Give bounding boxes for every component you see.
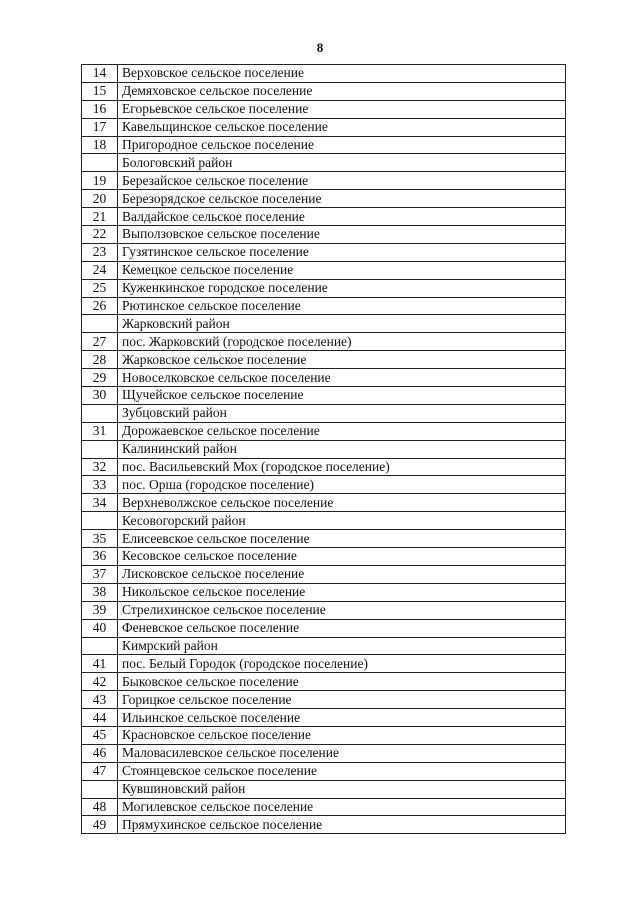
settlement-name: пос. Жарковский (городское поселение) [118, 333, 566, 351]
table-row [82, 243, 566, 261]
row-number: 41 [82, 655, 118, 673]
settlement-name: Щучейское сельское поселение [118, 387, 566, 405]
row-number: 48 [82, 798, 118, 816]
row-number: 23 [82, 243, 118, 261]
settlement-name: Кавельщинское сельское поселение [118, 118, 566, 136]
row-number: 36 [82, 548, 118, 566]
table-row [82, 798, 566, 816]
settlement-name: Новоселковское сельское поселение [118, 369, 566, 387]
settlement-name: Жарковское сельское поселение [118, 351, 566, 369]
district-header-row [82, 154, 566, 172]
row-number: 24 [82, 261, 118, 279]
settlement-name: Валдайское сельское поселение [118, 208, 566, 226]
row-number: 22 [82, 226, 118, 244]
table-row [82, 190, 566, 208]
table-row [82, 351, 566, 369]
table-row [82, 816, 566, 834]
settlements-table-body [82, 65, 566, 834]
table-row [82, 494, 566, 512]
table-row [82, 530, 566, 548]
row-number: 35 [82, 530, 118, 548]
table-row [82, 744, 566, 762]
row-number: 49 [82, 816, 118, 834]
settlement-name: Березайское сельское поселение [118, 172, 566, 190]
row-number: 27 [82, 333, 118, 351]
table-row [82, 565, 566, 583]
row-number: 21 [82, 208, 118, 226]
table-row [82, 297, 566, 315]
settlement-name: Демяховское сельское поселение [118, 82, 566, 100]
settlement-name: Феневское сельское поселение [118, 619, 566, 637]
table-row [82, 601, 566, 619]
row-number: 14 [82, 65, 118, 83]
row-number: 47 [82, 762, 118, 780]
table-row [82, 726, 566, 744]
row-number: 19 [82, 172, 118, 190]
table-row [82, 619, 566, 637]
row-number [82, 637, 118, 655]
table-row [82, 118, 566, 136]
table-row [82, 583, 566, 601]
settlement-name: Лисковское сельское поселение [118, 565, 566, 583]
row-number: 26 [82, 297, 118, 315]
table-row [82, 762, 566, 780]
row-number [82, 780, 118, 798]
row-number: 25 [82, 279, 118, 297]
table-row [82, 261, 566, 279]
settlement-name: Елисеевское сельское поселение [118, 530, 566, 548]
table-row [82, 548, 566, 566]
row-number: 37 [82, 565, 118, 583]
row-number: 20 [82, 190, 118, 208]
district-name: Зубцовский район [118, 404, 566, 422]
settlement-name: Стоянцевское сельское поселение [118, 762, 566, 780]
row-number: 29 [82, 369, 118, 387]
table-row [82, 709, 566, 727]
settlement-name: Рютинское сельское поселение [118, 297, 566, 315]
district-header-row [82, 440, 566, 458]
row-number: 38 [82, 583, 118, 601]
district-name: Жарковский район [118, 315, 566, 333]
settlement-name: Кесовское сельское поселение [118, 548, 566, 566]
settlement-name: Верхневолжское сельское поселение [118, 494, 566, 512]
table-row [82, 82, 566, 100]
settlement-name: Быковское сельское поселение [118, 673, 566, 691]
row-number: 28 [82, 351, 118, 369]
table-row [82, 422, 566, 440]
row-number: 39 [82, 601, 118, 619]
settlement-name: Пригородное сельское поселение [118, 136, 566, 154]
row-number: 18 [82, 136, 118, 154]
row-number: 31 [82, 422, 118, 440]
settlement-name: Куженкинское городское поселение [118, 279, 566, 297]
settlement-name: пос. Васильевский Мох (городское поселение) [118, 458, 566, 476]
table-row [82, 387, 566, 405]
row-number: 17 [82, 118, 118, 136]
settlement-name: Маловасилевское сельское поселение [118, 744, 566, 762]
row-number [82, 512, 118, 530]
table-row [82, 208, 566, 226]
district-name: Кимрский район [118, 637, 566, 655]
settlement-name: Горицкое сельское поселение [118, 691, 566, 709]
row-number: 46 [82, 744, 118, 762]
table-row [82, 476, 566, 494]
table-row [82, 458, 566, 476]
district-header-row [82, 780, 566, 798]
table-row [82, 65, 566, 83]
settlements-table [81, 64, 566, 834]
row-number: 42 [82, 673, 118, 691]
row-number [82, 404, 118, 422]
row-number [82, 440, 118, 458]
table-row [82, 673, 566, 691]
row-number: 32 [82, 458, 118, 476]
settlement-name: Стрелихинское сельское поселение [118, 601, 566, 619]
district-name: Кувшиновский район [118, 780, 566, 798]
settlement-name: Егорьевское сельское поселение [118, 100, 566, 118]
settlement-name: Никольское сельское поселение [118, 583, 566, 601]
row-number: 16 [82, 100, 118, 118]
settlement-name: пос. Орша (городское поселение) [118, 476, 566, 494]
settlement-name: Кемецкое сельское поселение [118, 261, 566, 279]
row-number: 15 [82, 82, 118, 100]
table-row [82, 100, 566, 118]
row-number: 34 [82, 494, 118, 512]
table-row [82, 226, 566, 244]
row-number: 45 [82, 726, 118, 744]
district-header-row [82, 637, 566, 655]
settlement-name: Могилевское сельское поселение [118, 798, 566, 816]
district-name: Бологовский район [118, 154, 566, 172]
settlement-name: Красновское сельское поселение [118, 726, 566, 744]
district-header-row [82, 404, 566, 422]
table-row [82, 136, 566, 154]
row-number: 43 [82, 691, 118, 709]
settlement-name: Ильинское сельское поселение [118, 709, 566, 727]
row-number: 40 [82, 619, 118, 637]
settlement-name: Дорожаевское сельское поселение [118, 422, 566, 440]
table-row [82, 279, 566, 297]
page-number: 8 [316, 40, 324, 55]
district-header-row [82, 512, 566, 530]
table-row [82, 333, 566, 351]
table-row [82, 172, 566, 190]
table-row [82, 691, 566, 709]
district-name: Калининский район [118, 440, 566, 458]
row-number: 30 [82, 387, 118, 405]
settlement-name: Верховское сельское поселение [118, 65, 566, 83]
table-row [82, 369, 566, 387]
row-number [82, 154, 118, 172]
district-header-row [82, 315, 566, 333]
settlement-name: Выползовское сельское поселение [118, 226, 566, 244]
row-number [82, 315, 118, 333]
settlement-name: Прямухинское сельское поселение [118, 816, 566, 834]
settlement-name: Гузятинское сельское поселение [118, 243, 566, 261]
row-number: 33 [82, 476, 118, 494]
settlement-name: Березорядское сельское поселение [118, 190, 566, 208]
district-name: Кесовогорский район [118, 512, 566, 530]
row-number: 44 [82, 709, 118, 727]
settlement-name: пос. Белый Городок (городское поселение) [118, 655, 566, 673]
table-row [82, 655, 566, 673]
